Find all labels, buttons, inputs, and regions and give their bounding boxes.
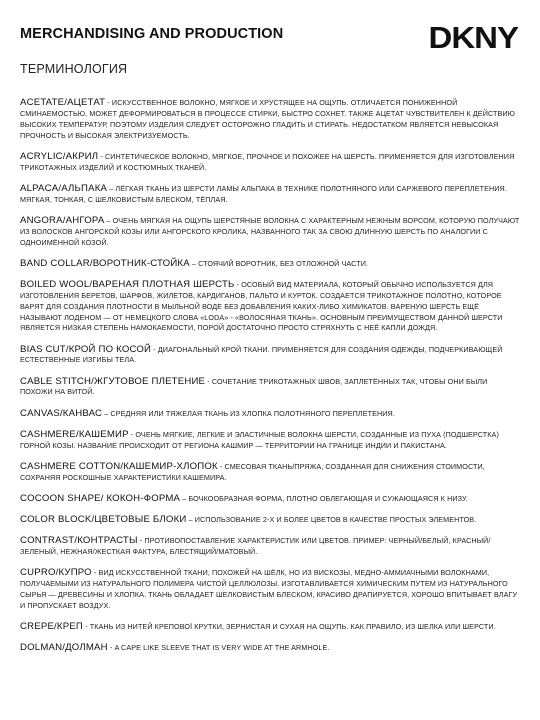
term-name: CREPE/КРЕП xyxy=(20,620,84,632)
term-separator: - xyxy=(83,621,90,631)
term-definition: A CAPE LIKE SLEEVE THAT IS VERY WIDE AT THE ARMHOLE. xyxy=(114,642,330,652)
term-entry-bias-cut xyxy=(20,345,520,367)
section-subtitle: ТЕРМИНОЛОГИЯ xyxy=(20,62,128,76)
term-entry-color-block xyxy=(20,515,520,526)
term-name: BIAS CUT/КРОЙ ПО КОСОЙ xyxy=(20,343,152,355)
term-separator: - xyxy=(105,98,112,107)
term-definition: СОЧЕТАНИЕ ТРИКОТАЖНЫХ ШВОВ, ЗАПЛЕТЁННЫХ ТАК, ЧТОБЫ ОНИ БЫЛИ ПОХОЖИ НА ВИТОЙ. xyxy=(20,376,488,397)
term-separator: - xyxy=(234,279,242,289)
term-entry-band-collar xyxy=(20,259,520,270)
term-definition: ВИД ИСКУССТВЕННОЙ ТКАНИ, ПОХОЖЕЙ НА ШЁЛК, НО ИЗ ВИСКОЗЫ, МЕДНО-АММИАЧНЫМИ ВОЛОКНАМИ, ПОЛУЧАЕМЫМИ ИЗ НАТУРАЛЬНОГО ПОЛИМЕРА ЧИСТОЙ ЦЕЛЛЮЛОЗЫ. ИЗГОТАВЛИВАЕТСЯ ХИМИЧЕСКИМ ПУТЕМ ИЗ НАТУРАЛЬНОГО СЫРЬЯ — ДРЕВЕСИНЫ И ХЛОПКА. ТКАНЬ ОБЛАДАЕТ ШЕЛКОВИСТЫМ БЛЕСКОМ, КРАСИВО ДРАПИРУЕТСЯ, ХОРОШО ВПИТЫВАЕТ ВЛАГУ И ПРОПУСКАЕТ ВОЗДУХ. xyxy=(20,567,518,610)
term-separator: - xyxy=(91,567,99,577)
term-definition: ИСПОЛЬЗОВАНИЕ 2-Х И БОЛЕЕ ЦВЕТОВ В КАЧЕСТВЕ ПРОСТЫХ ЭЛЕМЕНТОВ. xyxy=(194,514,477,524)
term-name: ACETATE/АЦЕТАТ xyxy=(20,97,106,108)
term-entry-cable-stitch xyxy=(20,377,520,399)
term-separator: – xyxy=(180,493,189,503)
term-separator: – xyxy=(104,215,113,225)
term-entry-canvas xyxy=(20,409,520,420)
term-name: CASHMERE/КАШЕМИР xyxy=(20,428,129,440)
term-definition: ИСКУССТВЕННОЕ ВОЛОКНО, МЯГКОЕ И ХРУСТЯЩЕЕ НА ОЩУПЬ. ОТЛИЧАЕТСЯ ПОНИЖЕННОЙ СМИНАЕМОСТЬЮ, МОЖЕТ ДЕФОРМИРОВАТЬСЯ В ПРОЦЕССЕ СТИРКИ, БЫСТРО СОХНЕТ. ТАКЖЕ АЦЕТАТ ЧУВСТВИТЕЛЕН К ДЕЙСТВИЮ ВЫСОКИХ ТЕМПЕРАТУР, ПОЭТОМУ ИЗДЕЛИЯ СЛЕДУЕТ ОСТОРОЖНО ГЛАДИТЬ И СТИРАТЬ. НЕДОСТАТКОМ ЯВЛЯЕТСЯ НЕВЫСОКАЯ ПРОЧНОСТЬ И ВЫСОКАЯ ЭЛЕКТРИЗУЕМОСТЬ. xyxy=(20,98,516,140)
term-definition: ЛЁГКАЯ ТКАНЬ ИЗ ШЕРСТИ ЛАМЫ АЛЬПАКА В ТЕХНИКЕ ПОЛОТНЯНОГО ИЛИ САРЖЕВОГО ПЕРЕПЛЕТЕНИЯ. МЯГКАЯ, ТОНКАЯ, С ШЕЛКОВИСТЫМ БЛЕСКОМ, ТЁПЛАЯ. xyxy=(20,183,507,204)
term-definition: ОЧЕНЬ МЯГКАЯ НА ОЩУПЬ ШЕРСТЯНЫЕ ВОЛОКНА С ХАРАКТЕРНЫМ НЕЖНЫМ ВОРСОМ, КОТОРУЮ ПОЛУЧАЮТ ИЗ ВОЛОСКОВ АНГОРСКОЙ КОЗЫ ИЛИ АНГОРСКОГО КРОЛИКА, НАЗВАННОГО ТАК ЗА СВОЮ ДЛИННУЮ ШЕРСТЬ ПО АНАЛОГИИ С ОДНОИМЁННОЙ КОЗОЙ. xyxy=(20,215,520,247)
term-separator: - xyxy=(128,429,136,439)
term-entry-cupro xyxy=(20,568,520,612)
term-entry-dolman xyxy=(20,643,520,654)
term-entry-crepe xyxy=(20,622,520,633)
term-separator: – xyxy=(189,258,199,268)
term-entry-alpaca xyxy=(20,184,520,206)
term-separator: - xyxy=(137,535,145,545)
term-separator: – xyxy=(186,514,195,524)
term-entry-acrylic xyxy=(20,152,520,174)
term-separator: – xyxy=(107,183,116,193)
term-definition: ПРОТИВОПОСТАВЛЕНИЕ ХАРАКТЕРИСТИК ИЛИ ЦВЕТОВ. ПРИМЕР: ЧЕРНЫЙ/БЕЛЫЙ, КРАСНЫЙ/ЗЕЛЕНЫЙ, НЕЖНАЯ/ЖЕСТКАЯ ФАКТУРА, БЛЕСТЯЩИЙ/МАТОВЫЙ. xyxy=(20,535,491,556)
term-definition: ТКАНЬ ИЗ НИТЕЙ КРЕПОВОЇ КРУТКИ, ЗЕРНИСТАЯ И СУХАЯ НА ОЩУПЬ. КАК ПРАВИЛО, ИЗ ШЕЛКА ИЛИ ШЕРСТИ. xyxy=(89,621,496,631)
term-name: ACRYLIC/АКРИЛ xyxy=(20,150,99,162)
term-separator: - xyxy=(107,642,115,652)
terminology-list xyxy=(20,98,520,664)
term-entry-cocoon-shape xyxy=(20,494,520,505)
term-separator: - xyxy=(217,461,225,471)
term-definition: СМЕСОВАЯ ТКАНЬ/ПРЯЖА, СОЗДАННАЯ ДЛЯ СНИЖЕНИЯ СТОИМОСТИ, СОХРАНЯЯ РОСКОШНЫЕ ХАРАКТЕРИСТИКИ КАШЕМИРА. xyxy=(20,461,485,482)
term-separator: - xyxy=(98,151,105,161)
term-entry-boiled-wool xyxy=(20,280,520,335)
term-name: CANVAS/КАНВАС xyxy=(20,407,103,419)
page-title: MERCHANDISING AND PRODUCTION xyxy=(20,26,284,42)
term-definition: ДИАГОНАЛЬНЫЙ КРОЙ ТКАНИ. ПРИМЕНЯЕТСЯ ДЛЯ СОЗДАНИЯ ОДЕЖДЫ, ПОДЧЕРКИВАЮЩЕЙ ЕСТЕСТВЕННЫЕ ИЗГИБЫ ТЕЛА. xyxy=(20,344,503,365)
term-name: COCOON SHAPE/ КОКОН-ФОРМА xyxy=(20,492,181,504)
term-definition: БОЧКООБРАЗНАЯ ФОРМА, ПЛОТНО ОБЛЕГАЮЩАЯ И СУЖАЮЩАЯСЯ К НИЗУ. xyxy=(188,493,468,503)
term-definition: СИНТЕТИЧЕСКОЕ ВОЛОКНО, МЯГКОЕ, ПРОЧНОЕ И ПОХОЖЕЕ НА ШЕРСТЬ. ПРИМЕНЯЕТСЯ ДЛЯ ИЗГОТОВЛЕНИЯ ТРИКОТАЖНЫХ ИЗДЕЛИЙ И КОСТЮМНЫХ ТКАНЕЙ. xyxy=(20,151,515,172)
term-name: COLOR BLOCK/ЦВЕТОВЫЕ БЛОКИ xyxy=(20,513,187,525)
term-entry-contrast xyxy=(20,536,520,558)
term-name: ANGORA/АНГОРА xyxy=(20,214,105,226)
term-entry-cashmere-cotton xyxy=(20,462,520,484)
term-separator: - xyxy=(205,376,212,386)
term-definition: ОСОБЫЙ ВИД МАТЕРИАЛА, КОТОРЫЙ ОБЫЧНО ИСПОЛЬЗУЕТСЯ ДЛЯ ИЗГОТОВЛЕНИЯ БЕРЕТОВ, ШАРФОВ, ЖИЛЕТОВ, КАРДИГАНОВ, ПАЛЬТО И КУРТОК. СОЗДАЕТСЯ ТРИКОТАЖНОЕ ПОЛОТНО, КОТОРОЕ ВАРЯТ ДЛЯ СОЗДАНИЯ ПЛОТНОСТИ В МЫЛЬНОЙ ВОДЕ БЕЗ ДОБАВЛЕНИЯ КАКИХ-ЛИБО ХИМИКАТОВ. ВАРЕНУЮ ШЕРСТЬ ЕЩЁ НАЗЫВАЮТ ЛОДЕНОМ — ОТ НЕМЕЦКОГО СЛОВА «LODA» - «ВОЛОСЯНАЯ ТКАНЬ». ОСНОВНЫМ ПРЕИМУЩЕСТВОМ ДАННОЙ ШЕРСТИ ЯВЛЯЕТСЯ НИЗКАЯ СТЕПЕНЬ НАМОКАЕМОСТИ, ПОРОЙ ДОСТАТОЧНО ПРОСТО СТРЯХНУТЬ С НЕЁ КАПЛИ ДОЖДЯ. xyxy=(20,279,503,333)
term-name: CABLE STITCH/ЖГУТОВОЕ ПЛЕТЕНИЕ xyxy=(20,375,206,387)
term-name: BOILED WOOL/ВАРЕНАЯ ПЛОТНАЯ ШЕРСТЬ xyxy=(20,278,235,290)
term-name: CASHMERE COTTON/КАШЕМИР-ХЛОПОК xyxy=(20,460,218,472)
term-entry-cashmere xyxy=(20,430,520,452)
term-separator: – xyxy=(102,408,111,418)
term-name: DOLMAN/ДОЛМАН xyxy=(20,641,108,653)
term-separator: - xyxy=(151,344,158,354)
term-name: CUPRO/КУПРО xyxy=(20,566,92,578)
term-definition: СТОЯЧИЙ ВОРОТНИК, БЕЗ ОТЛОЖНОЙ ЧАСТИ. xyxy=(198,258,369,268)
brand-logo: DKNY xyxy=(428,20,518,55)
term-entry-acetate xyxy=(20,98,520,142)
term-definition: ОЧЕНЬ МЯГКИЕ, ЛЕГКИЕ И ЭЛАСТИЧНЫЕ ВОЛОКНА ШЕРСТИ, СОЗДАННЫЕ ИЗ ПУХА (ПОДШЕРСТКА) ГОРНОЙ КОЗЫ. НАЗВАНИЕ ПРОИСХОДИТ ОТ РЕГИОНА КАШМИР — ТЕРРИТОРИИ НА ГРАНИЦЕ ИНДИИ И ПАКИСТАНА. xyxy=(20,429,499,450)
term-name: CONTRAST/КОНТРАСТЫ xyxy=(20,534,138,546)
term-definition: СРЕДНЯЯ ИЛИ ТЯЖЕЛАЯ ТКАНЬ ИЗ ХЛОПКА ПОЛОТНЯНОГО ПЕРЕПЛЕТЕНИЯ. xyxy=(110,408,395,418)
term-entry-angora xyxy=(20,216,520,249)
term-name: ALPACA/АЛЬПАКА xyxy=(20,182,108,194)
term-name: BAND COLLAR/ВОРОТНИК-СТОЙКА xyxy=(20,257,190,269)
